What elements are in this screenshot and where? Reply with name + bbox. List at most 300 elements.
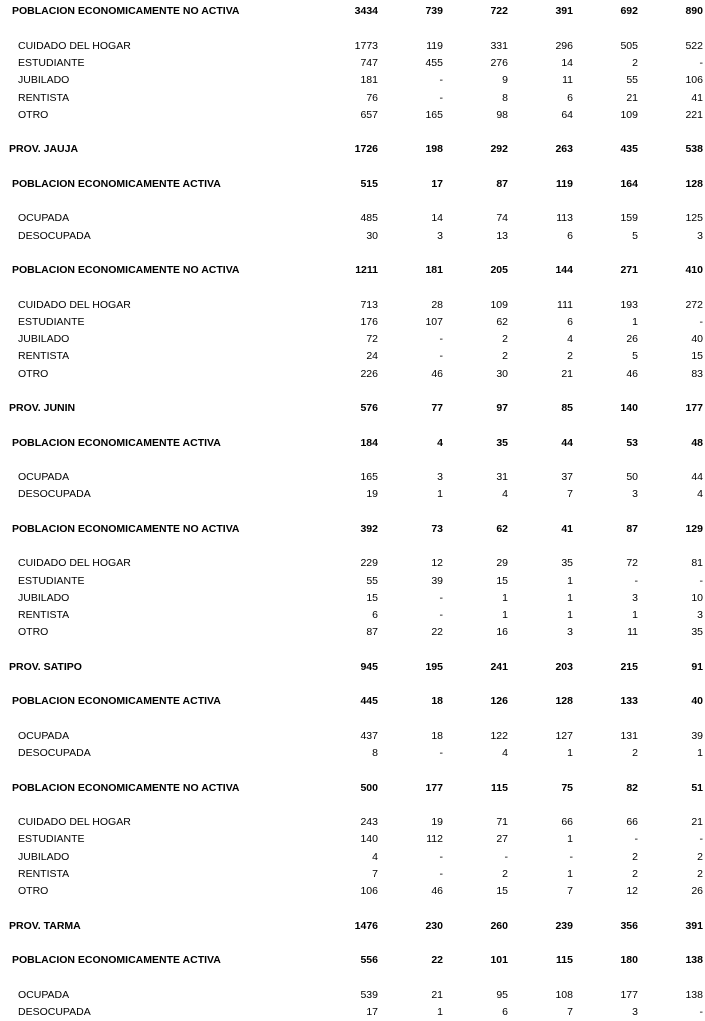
cell-value-col-2: 14 — [431, 212, 443, 225]
blank-row — [0, 762, 705, 779]
blank-row — [0, 279, 705, 296]
cell-value-col-6: 129 — [685, 522, 703, 535]
blank-row — [0, 538, 705, 555]
cell-value-col-4: 7 — [567, 488, 573, 501]
cell-value-col-5: 87 — [626, 522, 638, 535]
blank-row — [0, 159, 705, 176]
cell-value-col-2: - — [439, 74, 443, 87]
table-row — [0, 1004, 705, 1021]
cell-value-col-3: 6 — [502, 1005, 508, 1018]
cell-value-col-3: 62 — [496, 522, 508, 535]
cell-value-col-5: 356 — [620, 919, 638, 932]
cell-value-col-1: 500 — [360, 781, 378, 794]
cell-value-col-2: - — [439, 609, 443, 622]
cell-value-col-2: 177 — [425, 781, 443, 794]
cell-value-col-4: 14 — [561, 57, 573, 70]
table-row — [0, 987, 705, 1004]
row-label: POBLACION ECONOMICAMENTE NO ACTIVA — [12, 264, 240, 277]
province-row — [0, 918, 705, 935]
cell-value-col-6: 391 — [685, 919, 703, 932]
cell-value-col-6: 138 — [685, 988, 703, 1001]
cell-value-col-6: 890 — [685, 5, 703, 18]
cell-value-col-3: 4 — [502, 747, 508, 760]
blank-row — [0, 504, 705, 521]
row-label: CUIDADO DEL HOGAR — [18, 298, 131, 311]
cell-value-col-1: 72 — [366, 333, 378, 346]
cell-value-col-1: 181 — [360, 74, 378, 87]
table-row — [0, 348, 705, 365]
table-row — [0, 486, 705, 503]
cell-value-col-2: 107 — [425, 315, 443, 328]
cell-value-col-5: 2 — [632, 57, 638, 70]
cell-value-col-2: 1 — [437, 488, 443, 501]
cell-value-col-2: - — [439, 850, 443, 863]
cell-value-col-3: 16 — [496, 626, 508, 639]
cell-value-col-1: 55 — [366, 574, 378, 587]
cell-value-col-5: 193 — [620, 298, 638, 311]
table-row — [0, 210, 705, 227]
group-row — [0, 435, 705, 452]
cell-value-col-6: 91 — [691, 660, 703, 673]
row-label: OTRO — [18, 108, 49, 121]
table-row — [0, 366, 705, 383]
cell-value-col-3: 276 — [490, 57, 508, 70]
cell-value-col-4: 6 — [567, 229, 573, 242]
cell-value-col-3: 13 — [496, 229, 508, 242]
cell-value-col-1: 1211 — [355, 264, 378, 277]
cell-value-col-1: 945 — [360, 660, 378, 673]
table-row — [0, 573, 705, 590]
table-row — [0, 297, 705, 314]
cell-value-col-6: 106 — [685, 74, 703, 87]
cell-value-col-6: 3 — [697, 609, 703, 622]
cell-value-col-4: 41 — [561, 522, 573, 535]
cell-value-col-5: 46 — [626, 367, 638, 380]
row-label: RENTISTA — [18, 867, 70, 880]
cell-value-col-4: 391 — [555, 5, 573, 18]
table-row — [0, 90, 705, 107]
cell-value-col-3: 4 — [502, 488, 508, 501]
cell-value-col-2: 46 — [431, 367, 443, 380]
cell-value-col-6: - — [699, 574, 703, 587]
cell-value-col-3: 74 — [496, 212, 508, 225]
table-row — [0, 866, 705, 883]
cell-value-col-2: - — [439, 91, 443, 104]
cell-value-col-5: 3 — [632, 488, 638, 501]
cell-value-col-1: 485 — [360, 212, 378, 225]
cell-value-col-2: 198 — [425, 143, 443, 156]
group-row — [0, 3, 705, 20]
cell-value-col-3: 15 — [496, 574, 508, 587]
table-row — [0, 745, 705, 762]
row-label: ESTUDIANTE — [18, 833, 85, 846]
cell-value-col-4: 239 — [555, 919, 573, 932]
cell-value-col-5: 12 — [626, 885, 638, 898]
cell-value-col-6: 81 — [691, 557, 703, 570]
cell-value-col-2: 17 — [431, 177, 443, 190]
cell-value-col-2: 1 — [437, 1005, 443, 1018]
cell-value-col-5: 3 — [632, 1005, 638, 1018]
blank-row — [0, 245, 705, 262]
cell-value-col-2: 112 — [426, 833, 443, 846]
cell-value-col-4: 21 — [561, 367, 573, 380]
cell-value-col-5: 1 — [632, 609, 638, 622]
blank-row — [0, 193, 705, 210]
cell-value-col-3: 97 — [496, 402, 508, 415]
cell-value-col-6: 128 — [685, 177, 703, 190]
cell-value-col-3: 260 — [490, 919, 508, 932]
cell-value-col-6: 10 — [691, 591, 703, 604]
group-row — [0, 521, 705, 538]
cell-value-col-6: 4 — [697, 488, 703, 501]
cell-value-col-1: 226 — [360, 367, 378, 380]
cell-value-col-2: 22 — [431, 626, 443, 639]
blank-row — [0, 452, 705, 469]
cell-value-col-3: 115 — [491, 781, 508, 794]
row-label: RENTISTA — [18, 91, 70, 104]
cell-value-col-6: 2 — [697, 850, 703, 863]
cell-value-col-4: 1 — [567, 747, 573, 760]
province-row — [0, 141, 705, 158]
cell-value-col-4: 115 — [556, 954, 573, 967]
row-label: RENTISTA — [18, 609, 70, 622]
cell-value-col-3: 109 — [490, 298, 508, 311]
cell-value-col-5: 131 — [620, 729, 638, 742]
cell-value-col-1: 165 — [360, 471, 378, 484]
cell-value-col-4: 7 — [567, 885, 573, 898]
cell-value-col-1: 106 — [360, 885, 378, 898]
cell-value-col-1: 445 — [360, 695, 378, 708]
cell-value-col-4: 1 — [567, 609, 573, 622]
cell-value-col-2: 195 — [425, 660, 443, 673]
cell-value-col-2: 4 — [437, 436, 443, 449]
cell-value-col-2: 165 — [425, 108, 443, 121]
cell-value-col-4: 1 — [567, 833, 573, 846]
cell-value-col-1: 176 — [360, 315, 378, 328]
cell-value-col-1: 392 — [360, 522, 378, 535]
cell-value-col-6: - — [699, 1005, 703, 1018]
blank-row — [0, 797, 705, 814]
cell-value-col-1: 747 — [360, 57, 378, 70]
row-label: DESOCUPADA — [18, 747, 91, 760]
cell-value-col-2: 21 — [431, 988, 443, 1001]
cell-value-col-2: 455 — [425, 57, 443, 70]
cell-value-col-2: 22 — [431, 954, 443, 967]
cell-value-col-5: - — [634, 833, 638, 846]
table-row — [0, 831, 705, 848]
cell-value-col-5: 66 — [626, 816, 638, 829]
cell-value-col-2: - — [439, 333, 443, 346]
cell-value-col-1: 1726 — [354, 143, 378, 156]
cell-value-col-5: 55 — [626, 74, 638, 87]
cell-value-col-6: 15 — [691, 350, 703, 363]
cell-value-col-3: 35 — [496, 436, 508, 449]
cell-value-col-3: 331 — [490, 39, 508, 52]
cell-value-col-4: 7 — [567, 1005, 573, 1018]
cell-value-col-6: 40 — [691, 695, 703, 708]
cell-value-col-5: 133 — [620, 695, 638, 708]
cell-value-col-5: 692 — [620, 5, 638, 18]
cell-value-col-4: 64 — [561, 108, 573, 121]
table-row — [0, 38, 705, 55]
row-label: CUIDADO DEL HOGAR — [18, 816, 131, 829]
cell-value-col-1: 515 — [360, 177, 378, 190]
cell-value-col-6: 410 — [685, 264, 703, 277]
cell-value-col-2: 181 — [425, 264, 443, 277]
row-label: OCUPADA — [18, 471, 70, 484]
cell-value-col-4: 44 — [561, 436, 573, 449]
cell-value-col-4: 144 — [555, 264, 573, 277]
cell-value-col-5: 177 — [620, 988, 638, 1001]
row-label: OCUPADA — [18, 729, 70, 742]
statistics-table — [0, 3, 705, 1021]
cell-value-col-5: 72 — [626, 557, 638, 570]
cell-value-col-1: 8 — [372, 747, 378, 760]
cell-value-col-3: 122 — [490, 729, 508, 742]
cell-value-col-1: 539 — [360, 988, 378, 1001]
province-row — [0, 400, 705, 417]
cell-value-col-3: 2 — [502, 350, 508, 363]
cell-value-col-2: 18 — [431, 729, 443, 742]
row-label: POBLACION ECONOMICAMENTE NO ACTIVA — [12, 5, 240, 18]
cell-value-col-6: 44 — [691, 471, 703, 484]
cell-value-col-5: 505 — [620, 39, 638, 52]
cell-value-col-5: 53 — [626, 436, 638, 449]
cell-value-col-2: 230 — [425, 919, 443, 932]
blank-row — [0, 124, 705, 141]
cell-value-col-2: 46 — [431, 885, 443, 898]
cell-value-col-2: 119 — [426, 39, 443, 52]
cell-value-col-1: 19 — [366, 488, 378, 501]
table-row — [0, 55, 705, 72]
row-label: POBLACION ECONOMICAMENTE ACTIVA — [12, 177, 221, 190]
cell-value-col-5: 159 — [620, 212, 638, 225]
cell-value-col-3: 29 — [496, 557, 508, 570]
cell-value-col-6: 522 — [685, 39, 703, 52]
row-label: RENTISTA — [18, 350, 70, 363]
cell-value-col-4: 108 — [555, 988, 573, 1001]
cell-value-col-6: 35 — [691, 626, 703, 639]
cell-value-col-6: - — [699, 833, 703, 846]
cell-value-col-1: 1773 — [354, 39, 378, 52]
cell-value-col-5: 140 — [620, 402, 638, 415]
row-label: JUBILADO — [18, 74, 70, 87]
group-row — [0, 262, 705, 279]
cell-value-col-5: 26 — [626, 333, 638, 346]
cell-value-col-3: 95 — [496, 988, 508, 1001]
group-row — [0, 780, 705, 797]
cell-value-col-5: 164 — [620, 177, 638, 190]
row-label: OCUPADA — [18, 212, 70, 225]
cell-value-col-4: 75 — [561, 781, 573, 794]
row-label: OTRO — [18, 885, 49, 898]
table-row — [0, 883, 705, 900]
blank-row — [0, 21, 705, 38]
cell-value-col-2: 18 — [431, 695, 443, 708]
cell-value-col-3: 27 — [496, 833, 508, 846]
row-label: ESTUDIANTE — [18, 315, 85, 328]
cell-value-col-4: 1 — [567, 574, 573, 587]
row-label: JUBILADO — [18, 850, 70, 863]
cell-value-col-4: 66 — [561, 816, 573, 829]
cell-value-col-4: 111 — [557, 298, 573, 311]
cell-value-col-4: 1 — [567, 867, 573, 880]
cell-value-col-1: 576 — [360, 402, 378, 415]
row-label: POBLACION ECONOMICAMENTE ACTIVA — [12, 695, 221, 708]
row-label: PROV. SATIPO — [9, 660, 82, 673]
cell-value-col-1: 556 — [360, 954, 378, 967]
cell-value-col-3: 126 — [490, 695, 508, 708]
cell-value-col-2: - — [439, 747, 443, 760]
cell-value-col-3: 62 — [496, 315, 508, 328]
row-label: OTRO — [18, 626, 49, 639]
table-row — [0, 314, 705, 331]
cell-value-col-1: 243 — [360, 816, 378, 829]
cell-value-col-5: 5 — [632, 229, 638, 242]
cell-value-col-5: 215 — [620, 660, 638, 673]
row-label: OTRO — [18, 367, 49, 380]
blank-row — [0, 383, 705, 400]
cell-value-col-3: 15 — [496, 885, 508, 898]
cell-value-col-6: 2 — [697, 867, 703, 880]
table-row — [0, 728, 705, 745]
blank-row — [0, 935, 705, 952]
table-row — [0, 107, 705, 124]
cell-value-col-2: 739 — [425, 5, 443, 18]
cell-value-col-2: 3 — [437, 471, 443, 484]
cell-value-col-1: 87 — [366, 626, 378, 639]
cell-value-col-2: 12 — [431, 557, 443, 570]
row-label: PROV. JAUJA — [9, 143, 79, 156]
cell-value-col-5: 271 — [620, 264, 638, 277]
cell-value-col-2: - — [439, 867, 443, 880]
cell-value-col-6: 538 — [685, 143, 703, 156]
cell-value-col-5: 3 — [632, 591, 638, 604]
cell-value-col-1: 24 — [366, 350, 378, 363]
cell-value-col-3: 722 — [490, 5, 508, 18]
cell-value-col-4: 3 — [567, 626, 573, 639]
group-row — [0, 176, 705, 193]
table-row — [0, 607, 705, 624]
row-label: DESOCUPADA — [18, 488, 91, 501]
province-row — [0, 659, 705, 676]
cell-value-col-4: 37 — [561, 471, 573, 484]
cell-value-col-6: 1 — [697, 747, 703, 760]
cell-value-col-6: 272 — [685, 298, 703, 311]
cell-value-col-1: 15 — [366, 591, 378, 604]
cell-value-col-4: 6 — [567, 91, 573, 104]
cell-value-col-2: 3 — [437, 229, 443, 242]
cell-value-col-1: 3434 — [354, 5, 378, 18]
cell-value-col-6: 83 — [691, 367, 703, 380]
cell-value-col-1: 7 — [372, 867, 378, 880]
cell-value-col-4: 1 — [567, 591, 573, 604]
cell-value-col-4: - — [569, 850, 573, 863]
cell-value-col-3: 8 — [502, 91, 508, 104]
row-label: DESOCUPADA — [18, 229, 91, 242]
cell-value-col-2: 28 — [431, 298, 443, 311]
cell-value-col-1: 1476 — [354, 919, 378, 932]
cell-value-col-2: 73 — [431, 522, 443, 535]
cell-value-col-5: 435 — [620, 143, 638, 156]
cell-value-col-5: 109 — [620, 108, 638, 121]
row-label: CUIDADO DEL HOGAR — [18, 557, 131, 570]
cell-value-col-1: 713 — [360, 298, 378, 311]
cell-value-col-1: 4 — [372, 850, 378, 863]
row-label: POBLACION ECONOMICAMENTE ACTIVA — [12, 436, 221, 449]
cell-value-col-3: 2 — [502, 867, 508, 880]
cell-value-col-6: 26 — [691, 885, 703, 898]
cell-value-col-1: 184 — [360, 436, 378, 449]
cell-value-col-4: 35 — [561, 557, 573, 570]
cell-value-col-3: 1 — [502, 609, 508, 622]
row-label: CUIDADO DEL HOGAR — [18, 39, 131, 52]
table-row — [0, 469, 705, 486]
cell-value-col-3: 98 — [496, 108, 508, 121]
cell-value-col-4: 4 — [567, 333, 573, 346]
row-label: ESTUDIANTE — [18, 57, 85, 70]
cell-value-col-6: 41 — [691, 91, 703, 104]
table-row — [0, 590, 705, 607]
cell-value-col-3: 71 — [496, 816, 508, 829]
cell-value-col-2: 39 — [431, 574, 443, 587]
cell-value-col-6: - — [699, 57, 703, 70]
cell-value-col-4: 203 — [555, 660, 573, 673]
row-label: JUBILADO — [18, 591, 70, 604]
cell-value-col-5: 50 — [626, 471, 638, 484]
cell-value-col-6: 51 — [691, 781, 703, 794]
cell-value-col-2: 77 — [431, 402, 443, 415]
cell-value-col-3: 292 — [490, 143, 508, 156]
cell-value-col-4: 85 — [561, 402, 573, 415]
cell-value-col-6: 39 — [691, 729, 703, 742]
cell-value-col-1: 229 — [360, 557, 378, 570]
cell-value-col-1: 657 — [360, 108, 378, 121]
cell-value-col-6: 138 — [685, 954, 703, 967]
cell-value-col-5: - — [634, 574, 638, 587]
row-label: POBLACION ECONOMICAMENTE NO ACTIVA — [12, 522, 240, 535]
row-label: ESTUDIANTE — [18, 574, 85, 587]
cell-value-col-4: 296 — [555, 39, 573, 52]
blank-row — [0, 676, 705, 693]
blank-row — [0, 417, 705, 434]
table-row — [0, 72, 705, 89]
cell-value-col-6: 177 — [685, 402, 703, 415]
blank-row — [0, 900, 705, 917]
cell-value-col-1: 6 — [372, 609, 378, 622]
row-label: PROV. TARMA — [9, 919, 81, 932]
row-label: OCUPADA — [18, 988, 70, 1001]
cell-value-col-2: 19 — [431, 816, 443, 829]
cell-value-col-3: - — [504, 850, 508, 863]
cell-value-col-5: 180 — [620, 954, 638, 967]
cell-value-col-6: - — [699, 315, 703, 328]
blank-row — [0, 642, 705, 659]
cell-value-col-5: 2 — [632, 850, 638, 863]
cell-value-col-2: - — [439, 591, 443, 604]
table-row — [0, 331, 705, 348]
cell-value-col-6: 48 — [691, 436, 703, 449]
cell-value-col-4: 11 — [562, 74, 573, 87]
cell-value-col-5: 2 — [632, 747, 638, 760]
cell-value-col-3: 31 — [496, 471, 508, 484]
row-label: PROV. JUNIN — [9, 402, 76, 415]
cell-value-col-4: 2 — [567, 350, 573, 363]
cell-value-col-3: 2 — [502, 333, 508, 346]
blank-row — [0, 969, 705, 986]
cell-value-col-1: 140 — [360, 833, 378, 846]
cell-value-col-3: 9 — [502, 74, 508, 87]
